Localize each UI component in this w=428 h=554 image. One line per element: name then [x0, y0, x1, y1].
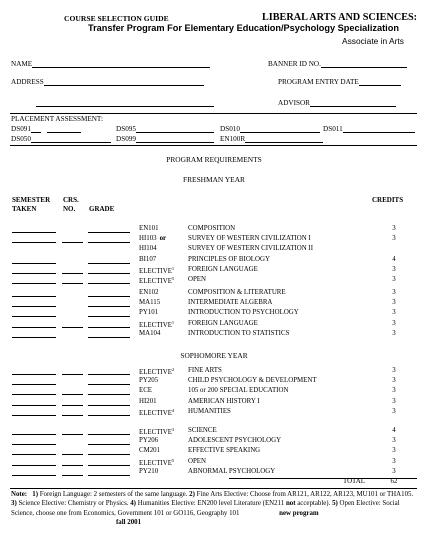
course-credits: 3	[392, 397, 396, 405]
course-title: SCIENCE	[188, 427, 217, 434]
course-credits: 3	[392, 309, 396, 317]
entry-date-input-line[interactable]	[359, 77, 401, 86]
degree-label: Associate in Arts	[342, 36, 404, 46]
placement-ds010: DS010	[220, 125, 240, 133]
course-credits: 3	[392, 377, 396, 385]
course-code	[139, 468, 158, 475]
crs-no-blank[interactable]	[62, 434, 83, 435]
course-credits: 3	[392, 437, 396, 445]
semester-taken-blank[interactable]	[12, 415, 56, 416]
course-credits: 3	[392, 457, 396, 465]
requirements-title: PROGRAM REQUIREMENTS	[166, 155, 262, 164]
crs-no-blank[interactable]	[62, 454, 83, 455]
advisor-input-line[interactable]	[310, 98, 396, 107]
course-code-text: HI201	[139, 397, 157, 405]
course-code	[139, 225, 159, 232]
grade-blank[interactable]	[88, 475, 130, 476]
course-row	[0, 387, 428, 396]
course-code-text: ECE	[139, 387, 153, 395]
advisor-label: ADVISOR	[278, 99, 310, 107]
course-row	[0, 437, 428, 446]
divider-placement	[10, 145, 417, 146]
course-row	[0, 299, 428, 308]
semester-taken-blank[interactable]	[12, 405, 56, 406]
course-code-text: HI103	[139, 235, 157, 243]
col-semester: SEMESTER	[12, 196, 51, 204]
course-code	[139, 387, 152, 394]
term-label: fall 2001	[116, 518, 142, 526]
course-code-text: HI104	[139, 245, 157, 253]
advisor-field[interactable]	[278, 98, 396, 107]
crs-no-blank[interactable]	[62, 374, 83, 375]
placement-ds050: DS050	[11, 135, 31, 143]
course-code-text: EN102	[139, 289, 159, 296]
course-row	[0, 245, 428, 254]
course-title: FOREIGN LANGUAGE	[188, 265, 258, 273]
divider-notes	[10, 488, 417, 489]
placement-ds099-field	[116, 134, 214, 143]
course-credits: 4	[392, 255, 396, 263]
crs-no-blank[interactable]	[62, 283, 83, 284]
elective-footnote: 3	[171, 427, 175, 432]
course-code	[139, 299, 160, 306]
semester-taken-blank[interactable]	[12, 394, 56, 395]
course-credits: 3	[392, 447, 396, 455]
course-credits: 3	[392, 289, 396, 296]
course-title: HUMANITIES	[188, 407, 231, 415]
elective-footnote: 1	[171, 265, 175, 271]
sophomore-title: SOPHOMORE YEAR	[180, 351, 248, 360]
semester-taken-blank[interactable]	[12, 232, 56, 233]
placement-row1	[11, 124, 81, 133]
course-code-text: MA115	[139, 299, 161, 307]
course-code	[139, 245, 157, 252]
course-title: SURVEY OF WESTERN CIVILIZATION II	[188, 245, 313, 253]
course-title: OPEN	[188, 276, 206, 283]
placement-ds050-field	[11, 134, 111, 143]
elective-footnote: 5	[171, 276, 175, 281]
course-credits: 3	[392, 387, 396, 395]
course-credits: 3	[392, 467, 396, 475]
semester-taken-blank[interactable]	[12, 327, 56, 328]
program-title: Transfer Program For Elementary Education/Psychology Specialization	[88, 23, 399, 33]
grade-blank[interactable]	[88, 405, 130, 406]
crs-no-blank[interactable]	[62, 242, 83, 243]
semester-taken-blank[interactable]	[12, 306, 56, 307]
course-row	[0, 225, 428, 234]
course-code-text: EN101	[139, 225, 159, 232]
note-3-text: Science Elective: Chemistry or Physics.	[16, 500, 131, 508]
course-title: COMPOSITION & LITERATURE	[188, 289, 286, 296]
course-title: CHILD PSYCHOLOGY & DEVELOPMENT	[188, 377, 317, 385]
elective-footnote: 1	[171, 319, 175, 325]
note-4-not: not	[285, 500, 296, 508]
semester-taken-blank[interactable]	[12, 454, 56, 455]
course-code	[139, 437, 158, 444]
course-code-text: PY205	[139, 377, 159, 385]
note-5-num: 5)	[332, 500, 338, 508]
course-credits: 3	[392, 265, 396, 273]
col-grade: GRADE	[89, 205, 115, 213]
crs-no-blank[interactable]	[62, 394, 83, 395]
name-field[interactable]	[11, 59, 210, 68]
course-code-text: ELECTIVE	[139, 459, 172, 467]
course-row	[0, 377, 428, 386]
course-code-text: ELECTIVE	[139, 369, 172, 376]
note-label: Note:	[11, 491, 28, 498]
course-title: PRINCIPLES OF BIOLOGY	[188, 255, 270, 263]
course-title: FOREIGN LANGUAGE	[188, 319, 258, 327]
course-title: ABNORMAL PSYCHOLOGY	[188, 467, 276, 475]
course-code	[139, 458, 174, 467]
course-row	[0, 427, 428, 436]
note-1-text: Foreign Language: 2 semesters of the same language.	[38, 491, 190, 498]
course-credits: 3	[392, 329, 396, 337]
grade-blank[interactable]	[88, 454, 130, 455]
course-row	[0, 266, 428, 275]
semester-taken-blank[interactable]	[12, 475, 56, 476]
placement-ds091: DS091	[11, 125, 31, 133]
course-row	[0, 458, 428, 467]
course-title: OPEN	[188, 457, 206, 465]
grade-blank[interactable]	[88, 337, 130, 338]
semester-taken-blank[interactable]	[12, 374, 56, 375]
course-code-text: ELECTIVE	[139, 409, 172, 417]
course-code	[139, 266, 174, 275]
new-program-label: new program	[279, 509, 319, 517]
placement-ds011-line[interactable]	[343, 124, 415, 133]
crs-no-blank[interactable]	[62, 475, 83, 476]
guide-title: COURSE SELECTION GUIDE	[64, 14, 169, 23]
elective-footnote: 4	[171, 407, 175, 413]
placement-ds050-line[interactable]	[31, 134, 111, 143]
course-code	[139, 447, 160, 454]
placement-ds011: DS011	[323, 125, 343, 133]
grade-blank[interactable]	[88, 374, 130, 375]
course-credits: 3	[392, 407, 396, 415]
course-code-text: ELECTIVE	[139, 321, 172, 329]
course-credits: 3	[392, 299, 396, 307]
address-input-line[interactable]	[44, 77, 204, 86]
course-code-text: ELECTIVE	[139, 278, 172, 285]
placement-ds010-field	[220, 124, 320, 133]
course-code-text: ELECTIVE	[139, 429, 172, 436]
semester-taken-blank[interactable]	[12, 384, 56, 385]
or-label: or	[159, 235, 167, 243]
semester-taken-blank[interactable]	[12, 242, 56, 243]
placement-en100r-field	[220, 134, 323, 143]
semester-taken-blank[interactable]	[12, 263, 56, 264]
semester-taken-blank[interactable]	[12, 296, 56, 297]
course-row	[0, 447, 428, 456]
course-code	[139, 427, 174, 436]
grade-blank[interactable]	[88, 394, 130, 395]
semester-taken-blank[interactable]	[12, 444, 56, 445]
placement-ds095: DS095	[116, 125, 136, 133]
entry-date-field[interactable]	[278, 77, 401, 86]
course-row	[0, 408, 428, 417]
course-code-text: BI107	[139, 255, 157, 263]
semester-taken-blank[interactable]	[12, 316, 56, 317]
course-title: INTRODUCTION TO STATISTICS	[188, 329, 290, 337]
course-code	[139, 309, 158, 316]
course-title: 105 or 200 SPECIAL EDUCATION	[188, 387, 289, 395]
grade-blank[interactable]	[88, 273, 130, 274]
course-title: COMPOSITION	[188, 225, 236, 232]
grade-blank[interactable]	[88, 415, 130, 416]
placement-ds091-line2[interactable]	[47, 124, 81, 133]
grade-blank[interactable]	[88, 384, 130, 385]
grade-blank[interactable]	[88, 434, 130, 435]
crs-no-blank[interactable]	[62, 415, 83, 416]
placement-en100r-line[interactable]	[245, 134, 323, 143]
placement-ds095-field	[116, 124, 214, 133]
placement-ds099: DS099	[116, 135, 136, 143]
course-row	[0, 235, 428, 244]
course-code	[139, 408, 174, 417]
course-credits: 3	[392, 367, 396, 374]
col-taken: TAKEN	[12, 205, 37, 213]
total-label: TOTAL	[343, 478, 365, 485]
course-row	[0, 309, 428, 318]
crs-no-blank[interactable]	[62, 273, 83, 274]
notes	[11, 490, 417, 527]
semester-taken-blank[interactable]	[12, 273, 56, 274]
course-title: FINE ARTS	[188, 367, 222, 374]
note-4-num: 4)	[130, 500, 136, 508]
grade-blank[interactable]	[88, 306, 130, 307]
col-crs: CRS.	[63, 196, 79, 204]
placement-ds011-field	[323, 124, 415, 133]
col-credits: CREDITS	[372, 196, 404, 204]
banner-id-input-line[interactable]	[321, 59, 407, 68]
course-credits: 4	[392, 427, 396, 434]
course-code-text: MA104	[139, 329, 161, 337]
course-title: INTRODUCTION TO PSYCHOLOGY	[188, 309, 299, 317]
placement-title: PLACEMENT ASSESSMENT:	[11, 115, 103, 123]
address-field[interactable]	[11, 77, 204, 86]
course-title: EFFECTIVE SPEAKING	[188, 447, 261, 455]
course-row	[0, 289, 428, 298]
semester-taken-blank[interactable]	[12, 283, 56, 284]
course-row	[0, 398, 428, 407]
grade-blank[interactable]	[88, 283, 130, 284]
entry-date-label: PROGRAM ENTRY DATE	[278, 78, 359, 86]
course-code	[139, 276, 174, 285]
note-5-text: Open Elective: Social Science, choose one from Economics, Government 101 or GO116, Geography 101	[11, 500, 400, 517]
semester-taken-blank[interactable]	[12, 337, 56, 338]
course-code	[139, 377, 158, 384]
course-row	[0, 468, 428, 477]
course-row	[0, 276, 428, 285]
course-code	[139, 289, 159, 296]
course-title: SURVEY OF WESTERN CIVILIZATION I	[188, 235, 311, 243]
grade-blank[interactable]	[88, 327, 130, 328]
divider-top	[10, 113, 417, 114]
course-code-text: ELECTIVE	[139, 267, 172, 275]
semester-taken-blank[interactable]	[12, 465, 56, 466]
address-label: ADDRESS	[11, 78, 44, 86]
course-title: ADOLESCENT PSYCHOLOGY	[188, 437, 282, 445]
course-credits: 3	[392, 276, 396, 283]
total-value: 62	[390, 478, 398, 485]
col-no: NO.	[63, 205, 76, 213]
note-4-text-b: acceptable).	[295, 500, 333, 508]
placement-ds010-line[interactable]	[240, 124, 320, 133]
crs-no-blank[interactable]	[62, 405, 83, 406]
course-code	[139, 235, 166, 242]
course-code-text: PY206	[139, 437, 159, 445]
address2-input-line[interactable]	[36, 98, 214, 107]
course-credits: 3	[392, 319, 396, 327]
course-code	[139, 398, 157, 405]
placement-ds091-line[interactable]	[31, 124, 41, 133]
school-title: LIBERAL ARTS AND SCIENCES:	[262, 12, 418, 23]
placement-ds099-line[interactable]	[136, 134, 214, 143]
course-title: INTERMEDIATE ALGEBRA	[188, 299, 273, 307]
course-row	[0, 256, 428, 265]
address-line-2[interactable]	[36, 98, 214, 107]
crs-no-blank[interactable]	[62, 327, 83, 328]
placement-en100r: EN100R	[220, 135, 246, 143]
course-code	[139, 367, 174, 376]
course-credits: 3	[392, 225, 396, 232]
grade-blank[interactable]	[88, 263, 130, 264]
semester-taken-blank[interactable]	[12, 434, 56, 435]
course-code-text: CM201	[139, 447, 161, 455]
grade-blank[interactable]	[88, 316, 130, 317]
course-row	[0, 367, 428, 376]
crs-no-blank[interactable]	[62, 465, 83, 466]
elective-footnote: 2	[171, 367, 175, 372]
freshman-title: FRESHMAN YEAR	[183, 175, 245, 184]
note-2-num: 2)	[189, 491, 195, 498]
course-code	[139, 256, 156, 263]
grade-blank[interactable]	[88, 296, 130, 297]
grade-blank[interactable]	[88, 232, 130, 233]
note-2-text: Fine Arts Elective: Choose from AR121, AR122, AR123, MU101 or THA105.	[194, 491, 414, 498]
elective-footnote: 5	[171, 457, 175, 463]
name-label: NAME	[11, 60, 33, 68]
grade-blank[interactable]	[88, 444, 130, 445]
course-code	[139, 330, 160, 337]
course-row	[0, 330, 428, 339]
course-code-text: PY101	[139, 309, 159, 317]
grade-blank[interactable]	[88, 242, 130, 243]
course-row	[0, 320, 428, 329]
placement-ds095-line[interactable]	[136, 124, 214, 133]
course-credits: 3	[392, 235, 396, 243]
note-1-num: 1)	[32, 491, 38, 498]
course-code-text: PY210	[139, 467, 159, 475]
course-title: AMERICAN HISTORY I	[188, 397, 260, 405]
note-3-num: 3)	[11, 500, 17, 508]
note-4-text: Humanities Elective: EN200 level Literature (EN211	[135, 500, 286, 508]
grade-blank[interactable]	[88, 465, 130, 466]
banner-id-label: BANNER ID NO.	[268, 60, 321, 68]
name-input-line[interactable]	[32, 59, 210, 68]
course-code	[139, 320, 174, 329]
banner-id-field[interactable]	[268, 59, 407, 68]
